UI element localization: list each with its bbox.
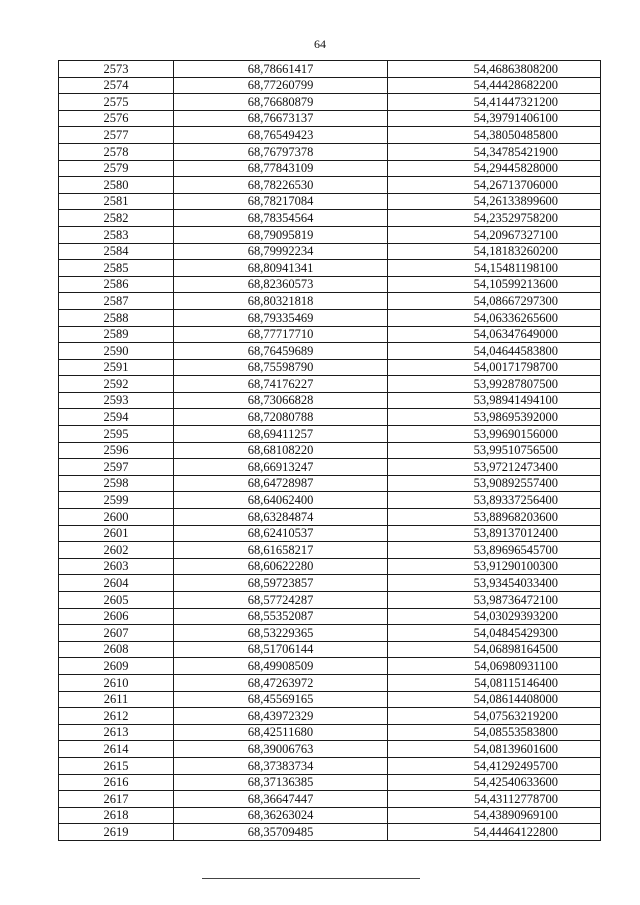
table-row <box>59 326 601 343</box>
y-coordinate-cell: 54,23529758200 <box>388 210 601 227</box>
point-number-cell: 2614 <box>59 741 174 758</box>
y-coordinate-cell: 54,04845429300 <box>388 625 601 642</box>
x-coordinate-cell: 68,64728987 <box>174 475 388 492</box>
point-number-cell: 2593 <box>59 392 174 409</box>
x-coordinate-cell: 68,79992234 <box>174 243 388 260</box>
table-row <box>59 260 601 277</box>
x-coordinate-cell: 68,82360573 <box>174 276 388 293</box>
y-coordinate-cell: 54,18183260200 <box>388 243 601 260</box>
x-coordinate-cell: 68,35709485 <box>174 824 388 841</box>
table-row <box>59 160 601 177</box>
table-row <box>59 558 601 575</box>
x-coordinate-cell: 68,68108220 <box>174 442 388 459</box>
x-coordinate-cell: 68,39006763 <box>174 741 388 758</box>
table-row <box>59 442 601 459</box>
table-row <box>59 226 601 243</box>
x-coordinate-cell: 68,73066828 <box>174 392 388 409</box>
x-coordinate-cell: 68,53229365 <box>174 625 388 642</box>
y-coordinate-cell: 53,88968203600 <box>388 509 601 526</box>
x-coordinate-cell: 68,64062400 <box>174 492 388 509</box>
y-coordinate-cell: 54,03029393200 <box>388 608 601 625</box>
point-number-cell: 2597 <box>59 459 174 476</box>
table-row <box>59 674 601 691</box>
y-coordinate-cell: 53,98695392000 <box>388 409 601 426</box>
table-row <box>59 276 601 293</box>
y-coordinate-cell: 54,08667297300 <box>388 293 601 310</box>
x-coordinate-cell: 68,77260799 <box>174 77 388 94</box>
point-number-cell: 2575 <box>59 94 174 111</box>
point-number-cell: 2577 <box>59 127 174 144</box>
x-coordinate-cell: 68,78217084 <box>174 193 388 210</box>
table-row <box>59 641 601 658</box>
point-number-cell: 2610 <box>59 674 174 691</box>
table-row <box>59 376 601 393</box>
table-row <box>59 77 601 94</box>
table-row <box>59 359 601 376</box>
point-number-cell: 2585 <box>59 260 174 277</box>
y-coordinate-cell: 53,89696545700 <box>388 542 601 559</box>
table-row <box>59 492 601 509</box>
table-row <box>59 741 601 758</box>
y-coordinate-cell: 54,44428682200 <box>388 77 601 94</box>
point-number-cell: 2607 <box>59 625 174 642</box>
x-coordinate-cell: 68,77717710 <box>174 326 388 343</box>
x-coordinate-cell: 68,69411257 <box>174 426 388 443</box>
point-number-cell: 2601 <box>59 525 174 542</box>
table-row <box>59 509 601 526</box>
point-number-cell: 2591 <box>59 359 174 376</box>
point-number-cell: 2581 <box>59 193 174 210</box>
table-row <box>59 592 601 609</box>
point-number-cell: 2618 <box>59 807 174 824</box>
table-row <box>59 774 601 791</box>
x-coordinate-cell: 68,74176227 <box>174 376 388 393</box>
y-coordinate-cell: 54,44464122800 <box>388 824 601 841</box>
y-coordinate-cell: 53,99287807500 <box>388 376 601 393</box>
x-coordinate-cell: 68,62410537 <box>174 525 388 542</box>
x-coordinate-cell: 68,76680879 <box>174 94 388 111</box>
x-coordinate-cell: 68,78226530 <box>174 177 388 194</box>
point-number-cell: 2595 <box>59 426 174 443</box>
point-number-cell: 2584 <box>59 243 174 260</box>
x-coordinate-cell: 68,55352087 <box>174 608 388 625</box>
point-number-cell: 2602 <box>59 542 174 559</box>
y-coordinate-cell: 53,97212473400 <box>388 459 601 476</box>
x-coordinate-cell: 68,37383734 <box>174 757 388 774</box>
y-coordinate-cell: 53,91290100300 <box>388 558 601 575</box>
point-number-cell: 2576 <box>59 110 174 127</box>
x-coordinate-cell: 68,78354564 <box>174 210 388 227</box>
point-number-cell: 2611 <box>59 691 174 708</box>
y-coordinate-cell: 54,06336265600 <box>388 309 601 326</box>
table-row <box>59 177 601 194</box>
point-number-cell: 2599 <box>59 492 174 509</box>
x-coordinate-cell: 68,59723857 <box>174 575 388 592</box>
x-coordinate-cell: 68,76673137 <box>174 110 388 127</box>
coordinates-table-body <box>59 61 601 841</box>
x-coordinate-cell: 68,66913247 <box>174 459 388 476</box>
x-coordinate-cell: 68,49908509 <box>174 658 388 675</box>
point-number-cell: 2606 <box>59 608 174 625</box>
point-number-cell: 2612 <box>59 708 174 725</box>
x-coordinate-cell: 68,79095819 <box>174 226 388 243</box>
table-row <box>59 392 601 409</box>
x-coordinate-cell: 68,78661417 <box>174 61 388 78</box>
x-coordinate-cell: 68,42511680 <box>174 724 388 741</box>
point-number-cell: 2590 <box>59 343 174 360</box>
y-coordinate-cell: 54,10599213600 <box>388 276 601 293</box>
y-coordinate-cell: 53,99690156000 <box>388 426 601 443</box>
point-number-cell: 2579 <box>59 160 174 177</box>
point-number-cell: 2573 <box>59 61 174 78</box>
point-number-cell: 2616 <box>59 774 174 791</box>
y-coordinate-cell: 54,04644583800 <box>388 343 601 360</box>
y-coordinate-cell: 54,39791406100 <box>388 110 601 127</box>
y-coordinate-cell: 53,89137012400 <box>388 525 601 542</box>
y-coordinate-cell: 54,08139601600 <box>388 741 601 758</box>
point-number-cell: 2604 <box>59 575 174 592</box>
point-number-cell: 2617 <box>59 791 174 808</box>
table-row <box>59 293 601 310</box>
point-number-cell: 2580 <box>59 177 174 194</box>
table-row <box>59 409 601 426</box>
y-coordinate-cell: 54,06347649000 <box>388 326 601 343</box>
point-number-cell: 2603 <box>59 558 174 575</box>
table-row <box>59 807 601 824</box>
point-number-cell: 2582 <box>59 210 174 227</box>
y-coordinate-cell: 54,08115146400 <box>388 674 601 691</box>
point-number-cell: 2619 <box>59 824 174 841</box>
table-row <box>59 757 601 774</box>
y-coordinate-cell: 54,43112778700 <box>388 791 601 808</box>
x-coordinate-cell: 68,76797378 <box>174 143 388 160</box>
x-coordinate-cell: 68,37136385 <box>174 774 388 791</box>
point-number-cell: 2600 <box>59 509 174 526</box>
table-row <box>59 309 601 326</box>
point-number-cell: 2574 <box>59 77 174 94</box>
point-number-cell: 2605 <box>59 592 174 609</box>
table-row <box>59 525 601 542</box>
x-coordinate-cell: 68,36263024 <box>174 807 388 824</box>
y-coordinate-cell: 53,89337256400 <box>388 492 601 509</box>
x-coordinate-cell: 68,43972329 <box>174 708 388 725</box>
x-coordinate-cell: 68,45569165 <box>174 691 388 708</box>
point-number-cell: 2613 <box>59 724 174 741</box>
x-coordinate-cell: 68,77843109 <box>174 160 388 177</box>
point-number-cell: 2615 <box>59 757 174 774</box>
table-row <box>59 625 601 642</box>
x-coordinate-cell: 68,80321818 <box>174 293 388 310</box>
table-row <box>59 243 601 260</box>
table-row <box>59 575 601 592</box>
y-coordinate-cell: 53,93454033400 <box>388 575 601 592</box>
table-row <box>59 608 601 625</box>
point-number-cell: 2592 <box>59 376 174 393</box>
table-row <box>59 459 601 476</box>
coordinates-table <box>58 60 601 841</box>
table-row <box>59 708 601 725</box>
table-row <box>59 343 601 360</box>
x-coordinate-cell: 68,80941341 <box>174 260 388 277</box>
y-coordinate-cell: 54,26713706000 <box>388 177 601 194</box>
x-coordinate-cell: 68,57724287 <box>174 592 388 609</box>
point-number-cell: 2589 <box>59 326 174 343</box>
point-number-cell: 2598 <box>59 475 174 492</box>
table-row <box>59 426 601 443</box>
table-row <box>59 127 601 144</box>
y-coordinate-cell: 54,42540633600 <box>388 774 601 791</box>
table-row <box>59 143 601 160</box>
y-coordinate-cell: 54,20967327100 <box>388 226 601 243</box>
y-coordinate-cell: 54,08614408000 <box>388 691 601 708</box>
point-number-cell: 2587 <box>59 293 174 310</box>
y-coordinate-cell: 54,41292495700 <box>388 757 601 774</box>
scan-artifact-line <box>202 878 420 879</box>
x-coordinate-cell: 68,72080788 <box>174 409 388 426</box>
table-row <box>59 61 601 78</box>
point-number-cell: 2578 <box>59 143 174 160</box>
table-row <box>59 542 601 559</box>
y-coordinate-cell: 54,07563219200 <box>388 708 601 725</box>
x-coordinate-cell: 68,60622280 <box>174 558 388 575</box>
x-coordinate-cell: 68,61658217 <box>174 542 388 559</box>
x-coordinate-cell: 68,47263972 <box>174 674 388 691</box>
table-row <box>59 724 601 741</box>
x-coordinate-cell: 68,75598790 <box>174 359 388 376</box>
point-number-cell: 2594 <box>59 409 174 426</box>
point-number-cell: 2586 <box>59 276 174 293</box>
table-row <box>59 210 601 227</box>
y-coordinate-cell: 54,34785421900 <box>388 143 601 160</box>
x-coordinate-cell: 68,79335469 <box>174 309 388 326</box>
y-coordinate-cell: 53,99510756500 <box>388 442 601 459</box>
table-row <box>59 475 601 492</box>
y-coordinate-cell: 54,46863808200 <box>388 61 601 78</box>
x-coordinate-cell: 68,36647447 <box>174 791 388 808</box>
y-coordinate-cell: 54,06898164500 <box>388 641 601 658</box>
x-coordinate-cell: 68,63284874 <box>174 509 388 526</box>
x-coordinate-cell: 68,76459689 <box>174 343 388 360</box>
table-row <box>59 94 601 111</box>
y-coordinate-cell: 54,26133899600 <box>388 193 601 210</box>
y-coordinate-cell: 54,06980931100 <box>388 658 601 675</box>
point-number-cell: 2609 <box>59 658 174 675</box>
y-coordinate-cell: 54,29445828000 <box>388 160 601 177</box>
y-coordinate-cell: 54,41447321200 <box>388 94 601 111</box>
point-number-cell: 2588 <box>59 309 174 326</box>
y-coordinate-cell: 53,98941494100 <box>388 392 601 409</box>
y-coordinate-cell: 54,15481198100 <box>388 260 601 277</box>
y-coordinate-cell: 54,38050485800 <box>388 127 601 144</box>
table-row <box>59 824 601 841</box>
table-row <box>59 110 601 127</box>
point-number-cell: 2583 <box>59 226 174 243</box>
table-row <box>59 658 601 675</box>
point-number-cell: 2608 <box>59 641 174 658</box>
y-coordinate-cell: 53,98736472100 <box>388 592 601 609</box>
y-coordinate-cell: 54,43890969100 <box>388 807 601 824</box>
x-coordinate-cell: 68,76549423 <box>174 127 388 144</box>
page-number: 64 <box>314 37 326 51</box>
table-row <box>59 791 601 808</box>
table-row <box>59 193 601 210</box>
x-coordinate-cell: 68,51706144 <box>174 641 388 658</box>
y-coordinate-cell: 53,90892557400 <box>388 475 601 492</box>
table-row <box>59 691 601 708</box>
point-number-cell: 2596 <box>59 442 174 459</box>
y-coordinate-cell: 54,00171798700 <box>388 359 601 376</box>
y-coordinate-cell: 54,08553583800 <box>388 724 601 741</box>
